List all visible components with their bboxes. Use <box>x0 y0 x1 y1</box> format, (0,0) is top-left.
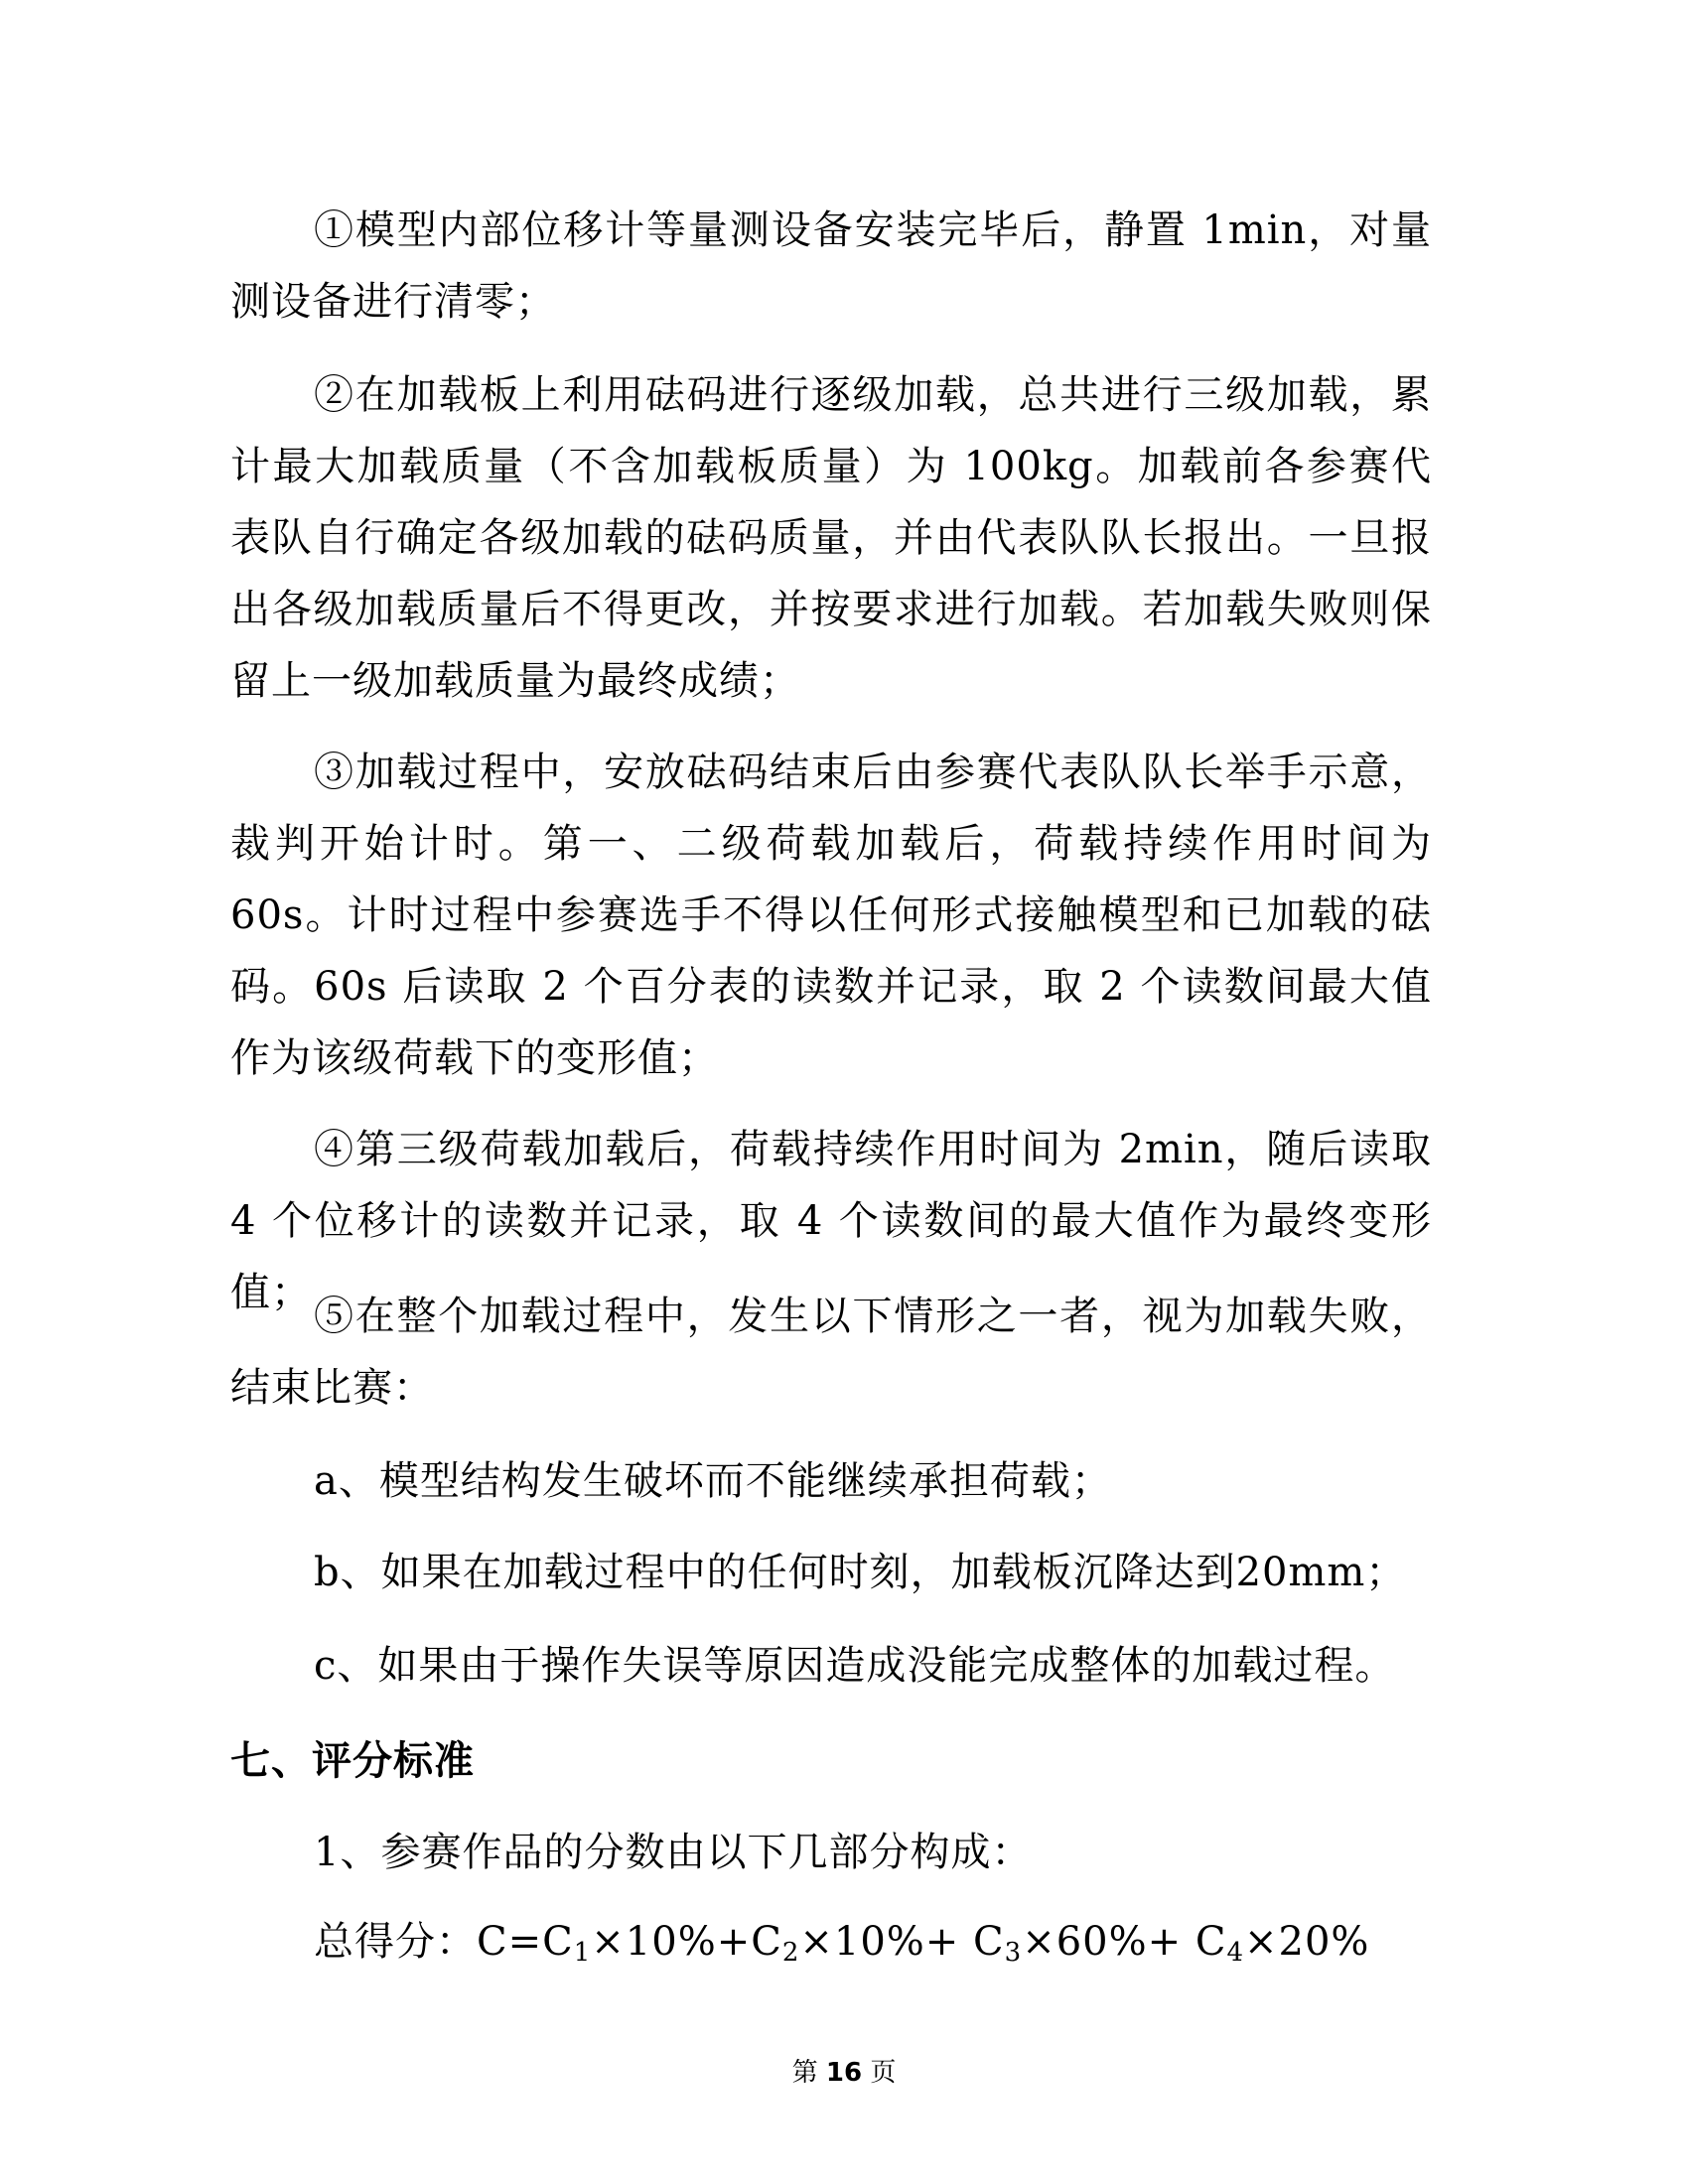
formula-prefix: 总得分：C=C <box>314 1919 574 1965</box>
paragraph-step-3: ③加载过程中，安放砝码结束后由参赛代表队队长举手示意，裁判开始计时。第一、二级荷载加载后，荷载持续作用时间为 60s。计时过程中参赛选手不得以任何形式接触模型和已加载的砝码。60s 后读取 2 个百分表的读数并记录，取 2 个读数间最大值作为该级荷载下的变形值； <box>230 750 1432 1081</box>
total-score-formula <box>314 1906 1369 1978</box>
page-number-suffix: 页 <box>870 2058 897 2088</box>
formula-sub-3: 3 <box>1004 1938 1023 1968</box>
formula-term-1: ×10%+C <box>591 1919 782 1965</box>
formula-term-2: ×10%+ C <box>799 1919 1005 1965</box>
failure-item-b: b、如果在加载过程中的任何时刻，加载板沉降达到20mm； <box>314 1550 1407 1595</box>
paragraph-step-2: ②在加载板上利用砝码进行逐级加载，总共进行三级加载，累计最大加载质量（不含加载板质量）为 100kg。加载前各参赛代表队自行确定各级加载的砝码质量，并由代表队队长报出。一旦报出各级加载质量后不得更改，并按要求进行加载。若加载失败则保留上一级加载质量为最终成绩； <box>230 372 1432 704</box>
formula-sub-1: 1 <box>573 1938 592 1968</box>
page-number-value: 16 <box>825 2058 863 2088</box>
paragraph-step-5: ⑤在整个加载过程中，发生以下情形之一者，视为加载失败，结束比赛： <box>230 1294 1432 1411</box>
paragraph-step-4: ④第三级荷载加载后，荷载持续作用时间为 2min，随后读取 4 个位移计的读数并记录，取 4 个读数间的最大值作为最终变形值； <box>230 1127 1432 1315</box>
formula-sub-2: 2 <box>781 1938 800 1968</box>
section-heading: 七、评分标准 <box>230 1738 475 1784</box>
failure-item-c: c、如果由于操作失误等原因造成没能完成整体的加载过程。 <box>314 1643 1396 1689</box>
formula-term-3: ×60%+ C <box>1022 1919 1227 1965</box>
paragraph-step-1: ①模型内部位移计等量测设备安装完毕后，静置 1min，对量测设备进行清零； <box>230 207 1432 325</box>
scoring-item-1: 1、参赛作品的分数由以下几部分构成： <box>314 1830 1033 1875</box>
failure-item-a: a、模型结构发生破坏而不能继续承担荷载； <box>314 1458 1112 1504</box>
page-number <box>0 2055 1688 2091</box>
formula-term-4: ×20% <box>1244 1919 1370 1965</box>
formula-sub-4: 4 <box>1226 1938 1244 1968</box>
page-number-prefix: 第 <box>791 2058 818 2088</box>
